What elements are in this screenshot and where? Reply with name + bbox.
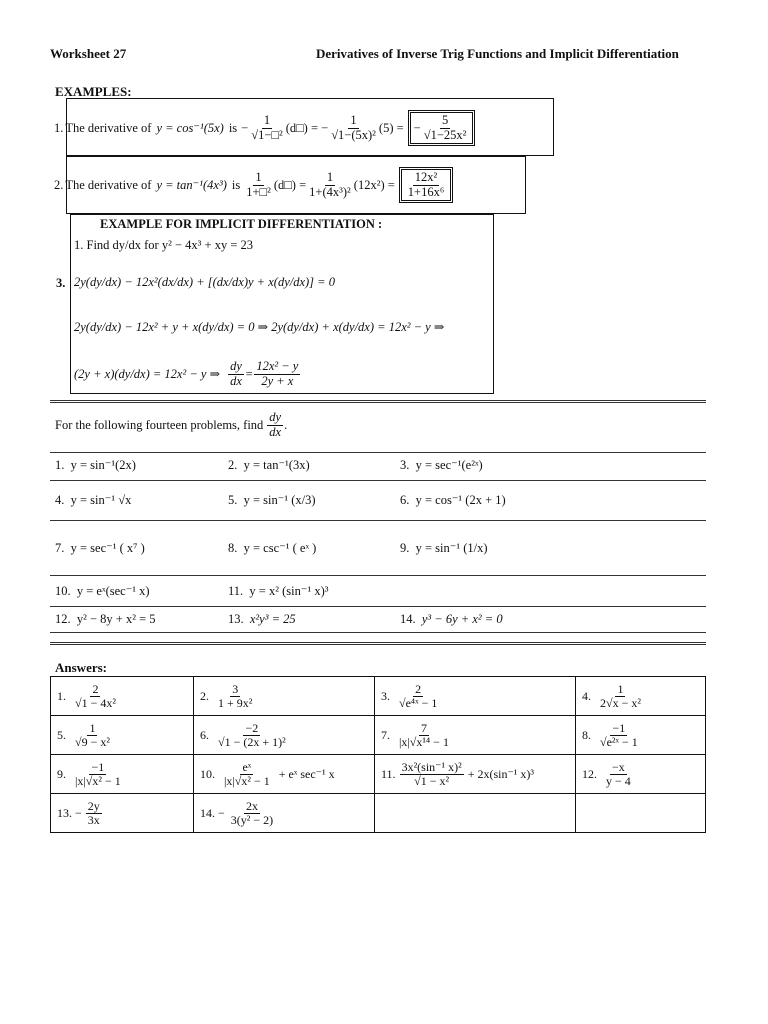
problem-expression: y = sec⁻¹ ( x⁷ ) xyxy=(70,541,145,555)
problem-4 xyxy=(55,492,131,508)
numerator: 7 xyxy=(420,720,427,735)
denominator: 3(y² − 2) xyxy=(230,812,274,827)
table-row xyxy=(51,794,706,833)
problem-14 xyxy=(400,612,503,627)
answer-fraction xyxy=(400,761,464,787)
answer-fraction xyxy=(222,761,272,787)
example-2-step2-tail: (12x²) = xyxy=(353,177,395,192)
answer-prefix: − xyxy=(75,805,82,820)
answer-number: 13. xyxy=(57,805,72,820)
problem-expression: y = sin⁻¹ √x xyxy=(70,493,132,507)
worksheet-title: Derivatives of Inverse Trig Functions and Implicit Differentiation xyxy=(316,46,679,61)
numerator: −1 xyxy=(91,759,105,774)
answer-number: 7. xyxy=(381,727,390,742)
problem-row-line xyxy=(50,520,706,521)
numerator: 2 xyxy=(415,681,422,696)
answer-cell xyxy=(194,677,375,716)
example-2 xyxy=(54,160,453,210)
problem-number: 12. xyxy=(55,612,71,626)
table-row xyxy=(51,755,706,794)
example-1-func: y = cos⁻¹(5x) xyxy=(156,121,224,135)
denominator: 1+(4x³)² xyxy=(309,184,351,199)
denominator: √1 − 4x² xyxy=(75,695,116,710)
implicit-line-3-left: (2y + x)(dy/dx) = 12x² − y ⇒ xyxy=(74,367,221,381)
answer-number: 6. xyxy=(200,727,209,742)
answer-cell xyxy=(194,755,375,794)
denominator: √1 − (2x + 1)² xyxy=(218,734,286,749)
numerator: 12x² − y xyxy=(256,359,299,374)
answer-fraction xyxy=(397,722,451,748)
answer-fraction xyxy=(604,761,633,787)
problem-number: 10. xyxy=(55,583,71,598)
answer-fraction xyxy=(397,683,439,709)
numerator: −x xyxy=(612,759,625,774)
example-1-label: 1. xyxy=(54,120,64,135)
problem-number: 2. xyxy=(228,457,238,472)
numerator: 1 xyxy=(89,720,96,735)
answer-cell xyxy=(576,716,706,755)
answer-number: 12. xyxy=(582,766,597,781)
implicit-example-title: EXAMPLE FOR IMPLICIT DIFFERENTIATION : xyxy=(100,217,383,231)
denominator: √1−□² xyxy=(251,127,283,142)
example-1-step1-tail: (d□) = − xyxy=(285,120,329,135)
example-1-intro: The derivative of xyxy=(65,120,152,135)
problem-expression: y = x² (sin⁻¹ x)³ xyxy=(249,584,329,598)
numerator: 12x² xyxy=(414,170,438,185)
problem-number: 8. xyxy=(228,540,238,555)
problem-11 xyxy=(228,583,328,599)
problem-10 xyxy=(55,583,150,599)
answer-sign: − xyxy=(413,120,421,135)
instructions-text: For the following fourteen problems, find xyxy=(55,417,264,432)
denominator: √1−(5x)² xyxy=(331,127,376,142)
numerator: 1 xyxy=(263,113,271,128)
numerator: dy xyxy=(269,410,282,425)
answer-number: 8. xyxy=(582,727,591,742)
answer-cell xyxy=(375,677,576,716)
problem-row-line xyxy=(50,575,706,576)
answers-table xyxy=(50,676,706,833)
implicit-line-3-rhs xyxy=(254,360,300,387)
answer-number: 4. xyxy=(582,688,591,703)
example-2-answer-fraction xyxy=(406,171,446,198)
numerator: −2 xyxy=(245,720,259,735)
answer-number: 2. xyxy=(200,688,209,703)
denominator: |x|√x² − 1 xyxy=(75,773,121,788)
problem-expression: x²y³ = 25 xyxy=(249,612,296,626)
implicit-line-3 xyxy=(74,356,301,392)
answer-cell-empty xyxy=(375,794,576,833)
denominator: dx xyxy=(230,373,242,388)
answer-number: 1. xyxy=(57,688,66,703)
problem-expression: y = tan⁻¹(3x) xyxy=(243,458,310,472)
denominator: 1+□² xyxy=(246,184,271,199)
denominator: |x|√x² − 1 xyxy=(224,773,270,788)
denominator: √1 − x² xyxy=(414,773,450,788)
problem-number: 9. xyxy=(400,540,410,555)
instructions-fraction xyxy=(267,411,283,438)
example-1-step2-fraction xyxy=(329,114,378,141)
example-1-answer-fraction xyxy=(422,114,469,141)
answer-fraction xyxy=(216,683,254,709)
implicit-find: 1. Find dy/dx for y² − 4x³ + xy = 23 xyxy=(74,238,253,252)
denominator: 2y + x xyxy=(261,373,294,388)
example-1 xyxy=(54,103,475,153)
denominator: |x|√x¹⁴ − 1 xyxy=(399,734,449,749)
answer-cell xyxy=(194,716,375,755)
answer-cell xyxy=(375,716,576,755)
examples-title: EXAMPLES: xyxy=(55,84,132,99)
example-2-step2-fraction xyxy=(307,171,353,198)
denominator: √e²ˣ − 1 xyxy=(600,734,638,749)
answer-cell xyxy=(194,794,375,833)
numerator: 1 xyxy=(326,170,334,185)
problem-expression: y = sin⁻¹ (x/3) xyxy=(243,493,316,507)
problem-2 xyxy=(228,457,310,473)
answer-fraction xyxy=(73,683,118,709)
problem-number: 1. xyxy=(55,457,65,472)
answer-number: 5. xyxy=(57,727,66,742)
problem-8 xyxy=(228,540,316,556)
problem-6 xyxy=(400,492,506,508)
answer-number: 9. xyxy=(57,766,66,781)
problem-3 xyxy=(400,457,483,473)
section-divider xyxy=(50,642,706,645)
answer-cell-empty xyxy=(576,794,706,833)
example-2-step1-fraction xyxy=(244,171,273,198)
worksheet-label: Worksheet 27 xyxy=(50,46,127,61)
implicit-line-2: 2y(dy/dx) − 12x² + y + x(dy/dx) = 0 ⇒ 2y(dy/dx) + x(dy/dx) = 12x² − y ⇒ xyxy=(74,320,445,334)
answer-cell xyxy=(51,716,194,755)
answer-fraction xyxy=(598,722,640,748)
problem-row-line xyxy=(50,632,706,633)
implicit-example-label: 3. xyxy=(56,276,66,290)
problem-expression: y = csc⁻¹ ( eˣ ) xyxy=(243,541,317,555)
example-1-step1-fraction xyxy=(249,114,284,141)
table-row xyxy=(51,716,706,755)
problem-expression: y = sec⁻¹(e²ˣ) xyxy=(415,458,483,472)
table-row xyxy=(51,677,706,716)
problem-number: 3. xyxy=(400,457,410,472)
denominator: 1 + 9x² xyxy=(218,695,253,710)
answer-cell xyxy=(576,755,706,794)
denominator: √1−25x² xyxy=(423,127,467,142)
denominator: 2√x − x² xyxy=(600,695,641,710)
implicit-line-1: 2y(dy/dx) − 12x²(dx/dx) + [(dx/dx)y + x(dy/dx)] = 0 xyxy=(74,275,335,289)
problem-expression: y = sin⁻¹ (1/x) xyxy=(415,541,488,555)
problem-expression: y³ − 6y + x² = 0 xyxy=(421,612,503,626)
answer-cell xyxy=(576,677,706,716)
problem-13 xyxy=(228,612,296,627)
answer-tail: + 2x(sin⁻¹ x)³ xyxy=(467,766,534,781)
answer-number: 3. xyxy=(381,688,390,703)
answer-fraction xyxy=(598,683,643,709)
answer-fraction xyxy=(216,722,288,748)
denominator: y − 4 xyxy=(606,773,631,788)
problem-number: 6. xyxy=(400,492,410,507)
numerator: 1 xyxy=(255,170,262,185)
example-2-label: 2. xyxy=(54,177,64,192)
answer-fraction xyxy=(86,800,102,826)
problem-number: 4. xyxy=(55,492,65,507)
example-2-func: y = tan⁻¹(4x³) xyxy=(156,178,227,192)
example-2-is: is xyxy=(231,177,241,192)
example-2-answer-box xyxy=(399,167,453,202)
answer-number: 14. xyxy=(200,805,215,820)
example-1-step2-tail: (5) = xyxy=(378,120,404,135)
denominator: √e⁴ˣ − 1 xyxy=(399,695,438,710)
answer-cell xyxy=(51,794,194,833)
numerator: 1 xyxy=(350,113,357,128)
example-1-sign: − xyxy=(241,120,249,135)
problem-9 xyxy=(400,540,488,556)
problem-expression: y² − 8y + x² = 5 xyxy=(76,612,156,626)
answer-tail: + eˣ sec⁻¹ x xyxy=(278,766,335,781)
problem-number: 5. xyxy=(228,492,238,507)
problem-expression: y = eˣ(sec⁻¹ x) xyxy=(76,584,150,598)
answer-number: 11. xyxy=(381,766,396,781)
problem-row-line xyxy=(50,452,706,453)
problem-12 xyxy=(55,612,156,627)
numerator: dy xyxy=(230,359,242,374)
numerator: 5 xyxy=(441,113,449,128)
problem-row-line xyxy=(50,480,706,481)
denominator: 3x xyxy=(87,812,100,827)
numerator: −1 xyxy=(612,720,626,735)
implicit-line-3-eq: = xyxy=(244,366,254,381)
problem-expression: y = sin⁻¹(2x) xyxy=(70,458,136,472)
instructions-period: . xyxy=(284,417,288,432)
problem-number: 7. xyxy=(55,540,65,555)
instructions xyxy=(55,406,287,444)
implicit-line-3-lhs xyxy=(228,360,244,387)
example-1-is: is xyxy=(228,120,238,135)
problem-number: 11. xyxy=(228,583,244,598)
problem-row-line xyxy=(50,606,706,607)
answers-title: Answers: xyxy=(55,660,107,675)
problem-1 xyxy=(55,457,136,473)
denominator: 1+16x⁶ xyxy=(407,184,445,199)
numerator: 1 xyxy=(617,681,624,696)
numerator: 2y xyxy=(87,798,100,813)
denominator: √9 − x² xyxy=(75,734,110,749)
denominator: dx xyxy=(269,424,282,439)
numerator: 2x xyxy=(245,798,258,813)
section-divider xyxy=(50,400,706,403)
example-2-step1-tail: (d□) = xyxy=(273,177,307,192)
answer-prefix: − xyxy=(218,805,225,820)
problem-5 xyxy=(228,492,316,508)
numerator: eˣ xyxy=(242,759,252,774)
problem-number: 13. xyxy=(228,612,244,626)
problem-7 xyxy=(55,540,145,556)
numerator: 3 xyxy=(232,681,239,696)
numerator: 2 xyxy=(92,681,99,696)
answer-cell xyxy=(375,755,576,794)
answer-cell xyxy=(51,677,194,716)
numerator: 3x²(sin⁻¹ x)² xyxy=(401,759,462,774)
example-1-answer-box xyxy=(408,110,476,145)
problem-expression: y = cos⁻¹ (2x + 1) xyxy=(415,493,506,507)
problem-number: 14. xyxy=(400,612,416,626)
example-2-intro: The derivative of xyxy=(65,177,152,192)
answer-number: 10. xyxy=(200,766,215,781)
answer-fraction xyxy=(73,761,123,787)
answer-fraction xyxy=(73,722,112,748)
answer-fraction xyxy=(229,800,275,826)
answer-cell xyxy=(51,755,194,794)
